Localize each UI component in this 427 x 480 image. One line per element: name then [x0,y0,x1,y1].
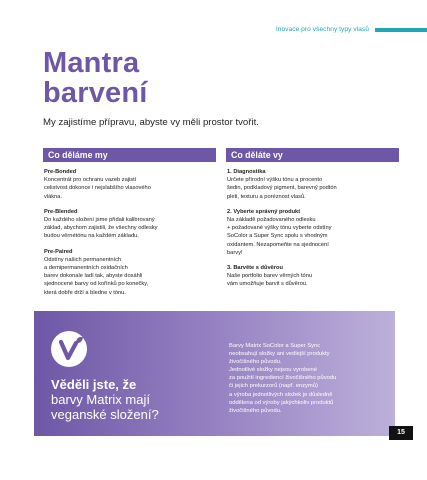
page-title [43,48,148,108]
banner-question-rest: barvy Matrix mají veganské složení? [51,392,159,422]
what-we-do-item [44,168,216,201]
what-we-do-item [44,208,216,241]
page-subtitle: My zajistíme přípravu, abyste vy měli prostor tvořit. [43,117,259,128]
item-text: Do každého složení jsme přidali kalibrovaný základ, abychom zajistili, že všechny odlesky budou věrnétónu na každém základu. [44,217,158,240]
what-we-do-column [43,148,216,304]
vegan-banner [34,311,395,436]
banner-body-text: Barvy Matrix SoColor a Super Sync neobsahují složky ani vedlejší produkty živočišného původu. Jednotlivé složky nejsou vyrobené za použití ingrediencí živočišného původu či jejich prekurzorů (např. enzymů) a výroba jednotlivých složek je důsledně oddělena od výroby jakýchkoliv produktů živočišného původu. [229,343,337,414]
item-text: Odstíny našich permanentních a demipermanentních oxidačních barev dokonale ladí tak, abyste dosáhli sjednocené barvy od kořínků po konečky, která dobře drží a bledne v tónu. [44,256,149,296]
what-you-do-heading: Co děláte vy [226,148,399,162]
vegan-v-leaf-icon [51,331,87,367]
what-you-do-item [227,208,399,257]
item-text: Určete přírodní výšku tónu a procento šedin, podkladový pigment, barevný podtón pleti, texturu a poréznost vlasů. [227,177,337,200]
item-text: Koncentrát pro ochranu vazeb zajistí celistvost dokonce i nejslabšího vlasového vlákna. [44,177,151,200]
page-number: 15 [389,426,413,440]
item-text: Naše portfolio barev věrných tónu vám umožňuje barvit s důvěrou. [227,273,313,288]
what-you-do-item [227,168,399,201]
what-you-do-column [226,148,399,296]
item-title: Pre-Bonded [44,169,77,175]
page-title-line-2: barvení [43,77,148,109]
what-you-do-item [227,264,399,289]
item-text: Na základě požadovaného odlesku + požadované výšky tónu vyberte odstíny SoColor a Super Sync spolu s vhodným oxidantem. Nezapomeňte na sjednocení barvy! [227,217,332,256]
what-we-do-item [44,248,216,297]
item-title: Pre-Paired [44,248,73,255]
what-we-do-heading: Co děláme my [43,148,216,162]
item-title: 2. Vyberte správný produkt [227,208,301,215]
banner-question [51,377,231,422]
page-title-line-1: Mantra [43,47,140,79]
section-tag-bar [375,28,427,32]
item-title: 3. Barvěte s důvěrou [227,265,283,272]
banner-question-bold: Věděli jste, že [51,377,137,392]
section-tag: Inovace pro všechny typy vlasů [275,26,369,33]
item-title: 1. Diagnostika [227,169,266,175]
item-title: Pre-Blended [44,208,78,215]
